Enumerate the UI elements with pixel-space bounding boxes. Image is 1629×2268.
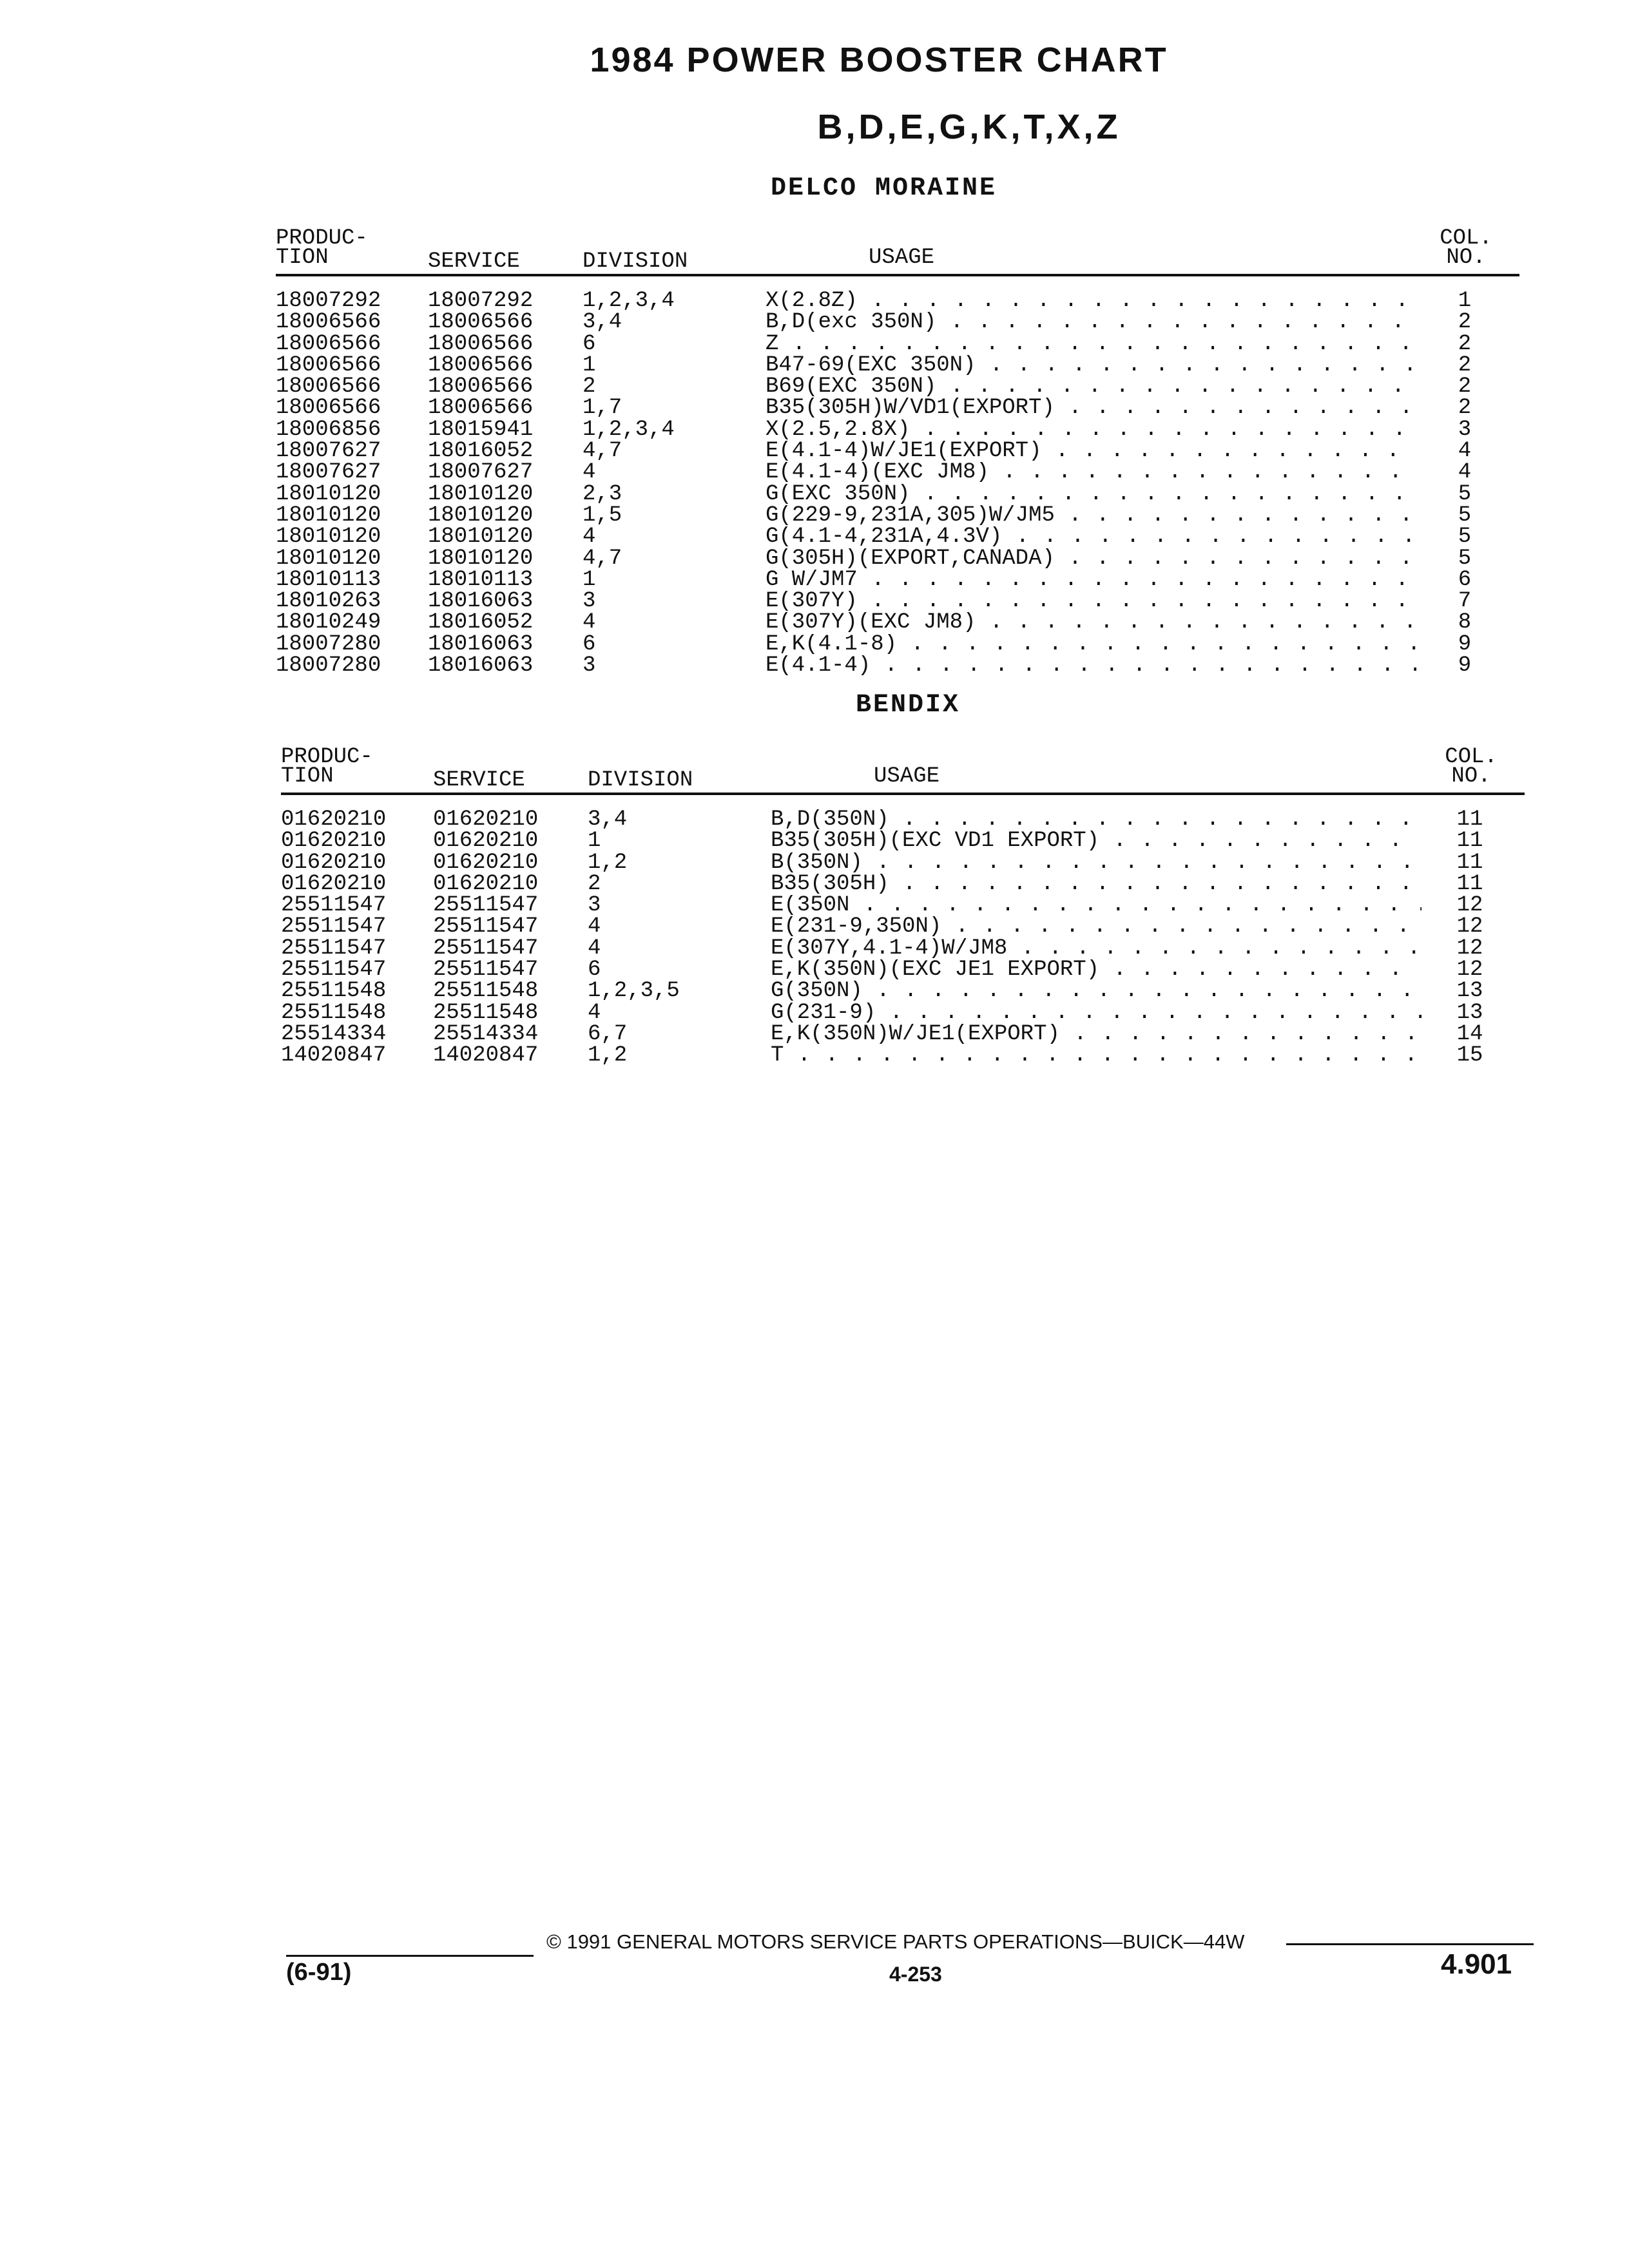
- service-cell: 18007292: [428, 289, 534, 313]
- usage-cell: E,K(350N)W/JE1(EXPORT) . . .: [771, 1024, 1422, 1045]
- division-cell: 2,3: [583, 481, 622, 506]
- table-row: [281, 871, 1525, 896]
- service-cell: 18016063: [428, 653, 534, 678]
- header-col-no: COL. NO.: [1440, 226, 1492, 270]
- division-cell: 6: [583, 331, 596, 356]
- division-cell: 2: [583, 374, 596, 399]
- division-cell: 2: [588, 871, 601, 896]
- usage-cell: T . . .: [771, 1045, 1422, 1066]
- table-row: [281, 981, 1525, 1002]
- table-row: [276, 591, 1519, 612]
- table-row: [281, 916, 1525, 937]
- service-cell: 18010120: [428, 546, 534, 571]
- production-cell: 25511547: [281, 957, 387, 983]
- footer-rule: [1286, 1943, 1534, 1945]
- division-cell: 4: [588, 914, 601, 939]
- table-row: [276, 505, 1519, 526]
- division-cell: 3,4: [583, 310, 622, 335]
- table-row: [276, 376, 1519, 398]
- table-row: [276, 291, 1519, 312]
- division-cell: 1: [583, 352, 596, 378]
- col-no-cell: 15: [1456, 1043, 1483, 1068]
- service-cell: 01620210: [433, 871, 539, 896]
- col-no-cell: 12: [1456, 893, 1483, 918]
- usage-cell: E(4.1-4)(EXC JM8) . . .: [766, 462, 1416, 483]
- col-no-cell: 2: [1458, 374, 1472, 399]
- col-no-cell: 2: [1458, 396, 1472, 421]
- usage-cell: G(EXC 350N) . . .: [766, 484, 1416, 505]
- usage-cell: X(2.5,2.8X) . . .: [766, 419, 1416, 441]
- usage-cell: E,K(4.1-8) . . .: [766, 634, 1416, 655]
- division-cell: 4,7: [583, 546, 622, 571]
- usage-cell: B,D(350N) . . .: [771, 809, 1422, 831]
- table-row: [281, 1045, 1525, 1066]
- usage-cell: E(307Y) . . .: [766, 591, 1416, 612]
- col-no-cell: 9: [1458, 653, 1472, 678]
- division-cell: 4: [583, 460, 596, 485]
- table-row: [276, 441, 1519, 462]
- service-cell: 18016052: [428, 439, 534, 464]
- usage-cell: B35(305H) . . .: [771, 874, 1422, 895]
- service-cell: 01620210: [433, 850, 539, 875]
- usage-cell: E(307Y)(EXC JM8) . . .: [766, 612, 1416, 633]
- service-cell: 18010113: [428, 567, 534, 592]
- production-cell: 25514334: [281, 1021, 387, 1046]
- usage-cell: Z . . .: [766, 334, 1416, 355]
- service-cell: 18006566: [428, 396, 534, 421]
- table-row: [281, 852, 1525, 874]
- table-row: [276, 631, 1519, 657]
- production-cell: 18007627: [276, 439, 381, 464]
- usage-cell: G(229-9,231A,305)W/JM5 . . .: [766, 505, 1416, 526]
- production-cell: 18010120: [276, 503, 381, 528]
- production-cell: 18010113: [276, 567, 381, 592]
- col-no-cell: 11: [1456, 850, 1483, 875]
- service-cell: 25514334: [433, 1021, 539, 1046]
- usage-cell: X(2.8Z) . . .: [766, 291, 1416, 312]
- service-cell: 25511548: [433, 1000, 539, 1025]
- col-no-cell: 7: [1458, 589, 1472, 614]
- division-cell: 1,2,3,4: [583, 417, 675, 442]
- service-cell: 18010120: [428, 524, 534, 550]
- division-cell: 4: [583, 524, 596, 550]
- division-cell: 4: [588, 1000, 601, 1025]
- production-cell: 14020847: [281, 1043, 387, 1068]
- division-cell: 3: [588, 893, 601, 918]
- section-title-delco: DELCO MORAINE: [771, 174, 998, 203]
- production-cell: 18007627: [276, 460, 381, 485]
- production-cell: 18007292: [276, 289, 381, 313]
- col-no-cell: 11: [1456, 871, 1483, 896]
- header-usage: USAGE: [869, 245, 935, 270]
- service-cell: 18006566: [428, 310, 534, 335]
- production-cell: 18010263: [276, 589, 381, 614]
- service-cell: 01620210: [433, 807, 539, 832]
- usage-cell: E(231-9,350N) . . .: [771, 916, 1422, 937]
- usage-cell: E(307Y,4.1-4)W/JM8 . . .: [771, 938, 1422, 959]
- col-no-cell: 5: [1458, 546, 1472, 571]
- division-cell: 6,7: [588, 1021, 628, 1046]
- production-cell: 18006566: [276, 374, 381, 399]
- division-cell: 1,2,3,4: [583, 289, 675, 313]
- production-cell: 25511548: [281, 979, 387, 1004]
- header-division: DIVISION: [588, 768, 693, 793]
- header-production: PRODUC- TION: [281, 745, 373, 789]
- table-row: [276, 419, 1519, 441]
- bendix-table: [281, 747, 1525, 1067]
- division-cell: 6: [583, 631, 596, 657]
- service-cell: 18016063: [428, 631, 534, 657]
- service-cell: 25511547: [433, 936, 539, 961]
- usage-cell: G(305H)(EXPORT,CANADA) . . .: [766, 548, 1416, 570]
- footer-revision-date: (6-91): [286, 1959, 352, 1986]
- division-cell: 4,7: [583, 439, 622, 464]
- table-header: [281, 747, 1525, 795]
- usage-cell: E(4.1-4)W/JE1(EXPORT) . . .: [766, 441, 1416, 462]
- service-cell: 01620210: [433, 829, 539, 854]
- production-cell: 01620210: [281, 871, 387, 896]
- division-cell: 1,2,3,5: [588, 979, 680, 1004]
- col-no-cell: 5: [1458, 481, 1472, 506]
- service-cell: 18006566: [428, 352, 534, 378]
- delco-table: [276, 226, 1519, 678]
- col-no-cell: 11: [1456, 829, 1483, 854]
- division-cell: 6: [588, 957, 601, 983]
- service-cell: 18010120: [428, 481, 534, 506]
- production-cell: 18006566: [276, 352, 381, 378]
- col-no-cell: 4: [1458, 439, 1472, 464]
- division-cell: 1,2: [588, 850, 628, 875]
- footer-copyright: © 1991 GENERAL MOTORS SERVICE PARTS OPERATIONS—BUICK—44W: [546, 1930, 1245, 1953]
- production-cell: 01620210: [281, 850, 387, 875]
- usage-cell: E,K(350N)(EXC JE1 EXPORT) . . .: [771, 959, 1422, 981]
- production-cell: 18010249: [276, 610, 381, 635]
- service-cell: 18006566: [428, 331, 534, 356]
- production-cell: 18006566: [276, 396, 381, 421]
- table-row: [276, 548, 1519, 570]
- usage-cell: G(4.1-4,231A,4.3V) . . .: [766, 526, 1416, 548]
- table-row: [281, 1021, 1525, 1046]
- usage-cell: B35(305H)(EXC VD1 EXPORT) . . .: [771, 831, 1422, 852]
- production-cell: 18010120: [276, 546, 381, 571]
- service-cell: 14020847: [433, 1043, 539, 1068]
- col-no-cell: 9: [1458, 631, 1472, 657]
- col-no-cell: 6: [1458, 567, 1472, 592]
- section-title-bendix: BENDIX: [856, 691, 961, 720]
- service-cell: 18015941: [428, 417, 534, 442]
- service-cell: 18010120: [428, 503, 534, 528]
- usage-cell: G(231-9) . . .: [771, 1003, 1422, 1024]
- header-service: SERVICE: [433, 768, 525, 793]
- footer-section-number: 4.901: [1441, 1948, 1512, 1980]
- production-cell: 25511547: [281, 936, 387, 961]
- division-cell: 4: [583, 610, 596, 635]
- usage-cell: G(350N) . . .: [771, 981, 1422, 1002]
- usage-cell: B,D(exc 350N) . . .: [766, 312, 1416, 333]
- col-no-cell: 3: [1458, 417, 1472, 442]
- footer-rule: [286, 1955, 534, 1957]
- production-cell: 18010120: [276, 481, 381, 506]
- production-cell: 01620210: [281, 807, 387, 832]
- table-row: [276, 462, 1519, 483]
- production-cell: 01620210: [281, 829, 387, 854]
- production-cell: 25511547: [281, 893, 387, 918]
- production-cell: 25511548: [281, 1000, 387, 1025]
- footer-page-number: 4-253: [889, 1963, 942, 1986]
- col-no-cell: 13: [1456, 1000, 1483, 1025]
- header-service: SERVICE: [428, 249, 520, 274]
- production-cell: 18010120: [276, 524, 381, 550]
- col-no-cell: 13: [1456, 979, 1483, 1004]
- usage-cell: B(350N) . . .: [771, 852, 1422, 874]
- production-cell: 18006856: [276, 417, 381, 442]
- bendix-rows: [281, 809, 1525, 1067]
- production-cell: 18007280: [276, 631, 381, 657]
- production-cell: 18006566: [276, 310, 381, 335]
- table-row: [281, 938, 1525, 959]
- production-cell: 18006566: [276, 331, 381, 356]
- col-no-cell: 5: [1458, 503, 1472, 528]
- service-cell: 25511547: [433, 914, 539, 939]
- service-cell: 18007627: [428, 460, 534, 485]
- division-cell: 3,4: [588, 807, 628, 832]
- production-cell: 18007280: [276, 653, 381, 678]
- table-row: [276, 567, 1519, 592]
- table-row: [281, 831, 1525, 852]
- service-cell: 25511547: [433, 957, 539, 983]
- col-no-cell: 1: [1458, 289, 1472, 313]
- table-row: [276, 612, 1519, 633]
- usage-cell: B47-69(EXC 350N) . . .: [766, 355, 1416, 376]
- table-row: [281, 1000, 1525, 1025]
- division-cell: 1: [588, 829, 601, 854]
- col-no-cell: 12: [1456, 957, 1483, 983]
- table-row: [281, 895, 1525, 916]
- service-cell: 18016052: [428, 610, 534, 635]
- division-cell: 1,5: [583, 503, 622, 528]
- usage-cell: G W/JM7 . . .: [766, 570, 1416, 591]
- col-no-cell: 11: [1456, 807, 1483, 832]
- col-no-cell: 5: [1458, 524, 1472, 550]
- usage-cell: B35(305H)W/VD1(EXPORT) . . .: [766, 398, 1416, 419]
- table-row: [276, 398, 1519, 419]
- division-cell: 1: [583, 567, 596, 592]
- division-cell: 1,2: [588, 1043, 628, 1068]
- usage-cell: E(350N . . .: [771, 895, 1422, 916]
- division-cell: 4: [588, 936, 601, 961]
- division-cell: 3: [583, 589, 596, 614]
- service-cell: 25511548: [433, 979, 539, 1004]
- usage-cell: B69(EXC 350N) . . .: [766, 376, 1416, 398]
- division-cell: 3: [583, 653, 596, 678]
- col-no-cell: 4: [1458, 460, 1472, 485]
- col-no-cell: 2: [1458, 331, 1472, 356]
- service-cell: 18016063: [428, 589, 534, 614]
- header-division: DIVISION: [583, 249, 688, 274]
- table-row: [276, 526, 1519, 548]
- usage-cell: E(4.1-4) . . .: [766, 655, 1416, 677]
- service-cell: 25511547: [433, 893, 539, 918]
- col-no-cell: 12: [1456, 936, 1483, 961]
- col-no-cell: 14: [1456, 1021, 1483, 1046]
- page-subtitle: B,D,E,G,K,T,X,Z: [817, 108, 1121, 146]
- page-title: 1984 POWER BOOSTER CHART: [590, 41, 1168, 79]
- division-cell: 1,7: [583, 396, 622, 421]
- delco-rows: [276, 291, 1519, 677]
- col-no-cell: 12: [1456, 914, 1483, 939]
- table-row: [281, 959, 1525, 981]
- col-no-cell: 8: [1458, 610, 1472, 635]
- table-header: [276, 226, 1519, 276]
- table-row: [276, 331, 1519, 356]
- table-row: [276, 352, 1519, 378]
- header-production: PRODUC- TION: [276, 226, 368, 270]
- table-row: [276, 481, 1519, 506]
- table-row: [276, 655, 1519, 677]
- table-row: [276, 312, 1519, 333]
- header-usage: USAGE: [874, 764, 940, 789]
- table-row: [281, 809, 1525, 831]
- header-col-no: COL. NO.: [1445, 745, 1498, 789]
- production-cell: 25511547: [281, 914, 387, 939]
- service-cell: 18006566: [428, 374, 534, 399]
- col-no-cell: 2: [1458, 352, 1472, 378]
- col-no-cell: 2: [1458, 310, 1472, 335]
